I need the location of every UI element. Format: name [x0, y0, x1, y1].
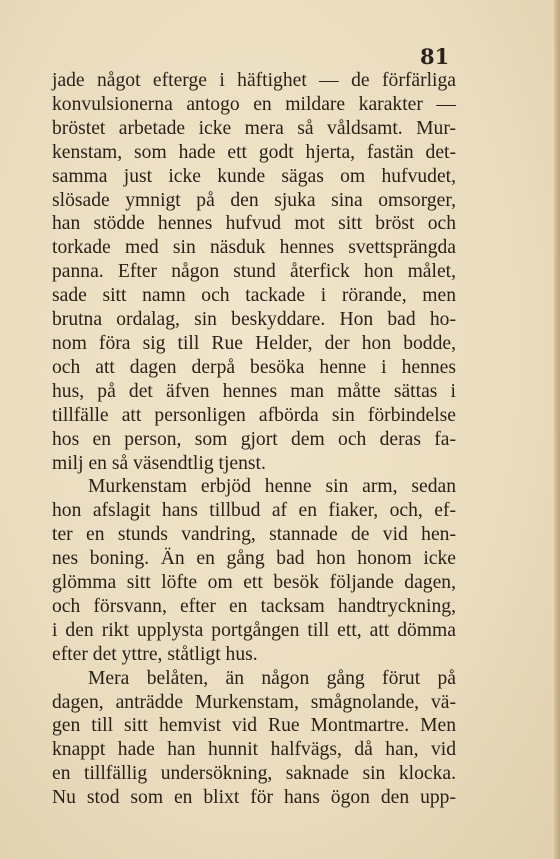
text-line: torkade med sin näsduk hennes svettsprängda: [52, 237, 456, 259]
text-line: en tillfällig undersökning, saknade sin klocka.: [52, 763, 456, 785]
text-line: hon afslagit hans tillbud af en fiaker, och, ef-: [52, 500, 456, 522]
text-line: Nu stod som en blixt för hans ögon den upp-: [52, 787, 456, 809]
text-line: och att dagen derpå besöka henne i hennes: [52, 356, 456, 378]
text-line: och försvann, efter en tacksam handtryckning,: [52, 595, 456, 617]
text-line: panna. Efter någon stund återfick hon målet,: [52, 261, 456, 283]
text-line: samma just icke kunde sägas om hufvudet,: [52, 165, 456, 187]
text-line: Murkenstam erbjöd henne sin arm, sedan: [88, 476, 456, 498]
text-line: Mera belåten, än någon gång förut på: [88, 667, 456, 689]
text-line: hos en person, som gjort dem och deras fa-: [52, 428, 456, 450]
text-line: jade något efterge i häftighet — de förfärliga: [52, 70, 456, 91]
body-text: [52, 69, 456, 810]
text-line: ter en stunds vandring, stannade de vid hen-: [52, 524, 456, 546]
text-line: knappt hade han hunnit halfvägs, då han, vid: [52, 739, 456, 761]
text-line: brutna ordalag, sin beskyddare. Hon bad ho-: [52, 309, 456, 331]
page-number: 81: [420, 44, 450, 69]
text-line: tillfälle att personligen afbörda sin förbindelse: [52, 404, 456, 426]
text-line: i den rikt upplysta portgången till ett, att dömma: [52, 619, 456, 641]
text-line: glömma sitt löfte om ett besök följande dagen,: [52, 572, 456, 594]
text-line: nes boning. Än en gång bad hon honom icke: [52, 548, 456, 570]
text-line: slösade ymnigt på den sjuka sina omsorger,: [52, 189, 456, 211]
text-line: nom föra sig till Rue Helder, der hon bodde,: [52, 332, 456, 354]
text-line: efter det yttre, ståtligt hus.: [52, 643, 258, 665]
text-line: han stödde hennes hufvud mot sitt bröst och: [52, 213, 456, 235]
text-line: sade sitt namn och tackade i rörande, men: [52, 285, 456, 307]
text-line: bröstet arbetade icke mera så våldsamt. Mur-: [52, 117, 456, 139]
text-line: hus, på det äfven hennes man måtte sättas i: [52, 380, 456, 402]
text-line: dagen, anträdde Murkenstam, smågnolande, vä-: [52, 691, 456, 713]
text-line: konvulsionerna antogo en mildare karakter —: [52, 93, 456, 115]
text-line: milj en så väsendtlig tjenst.: [52, 452, 266, 474]
text-line: gen till sitt hemvist vid Rue Montmartre. Men: [52, 715, 456, 737]
page-edge: [554, 0, 560, 859]
text-line: kenstam, som hade ett godt hjerta, fastän det-: [52, 141, 456, 163]
